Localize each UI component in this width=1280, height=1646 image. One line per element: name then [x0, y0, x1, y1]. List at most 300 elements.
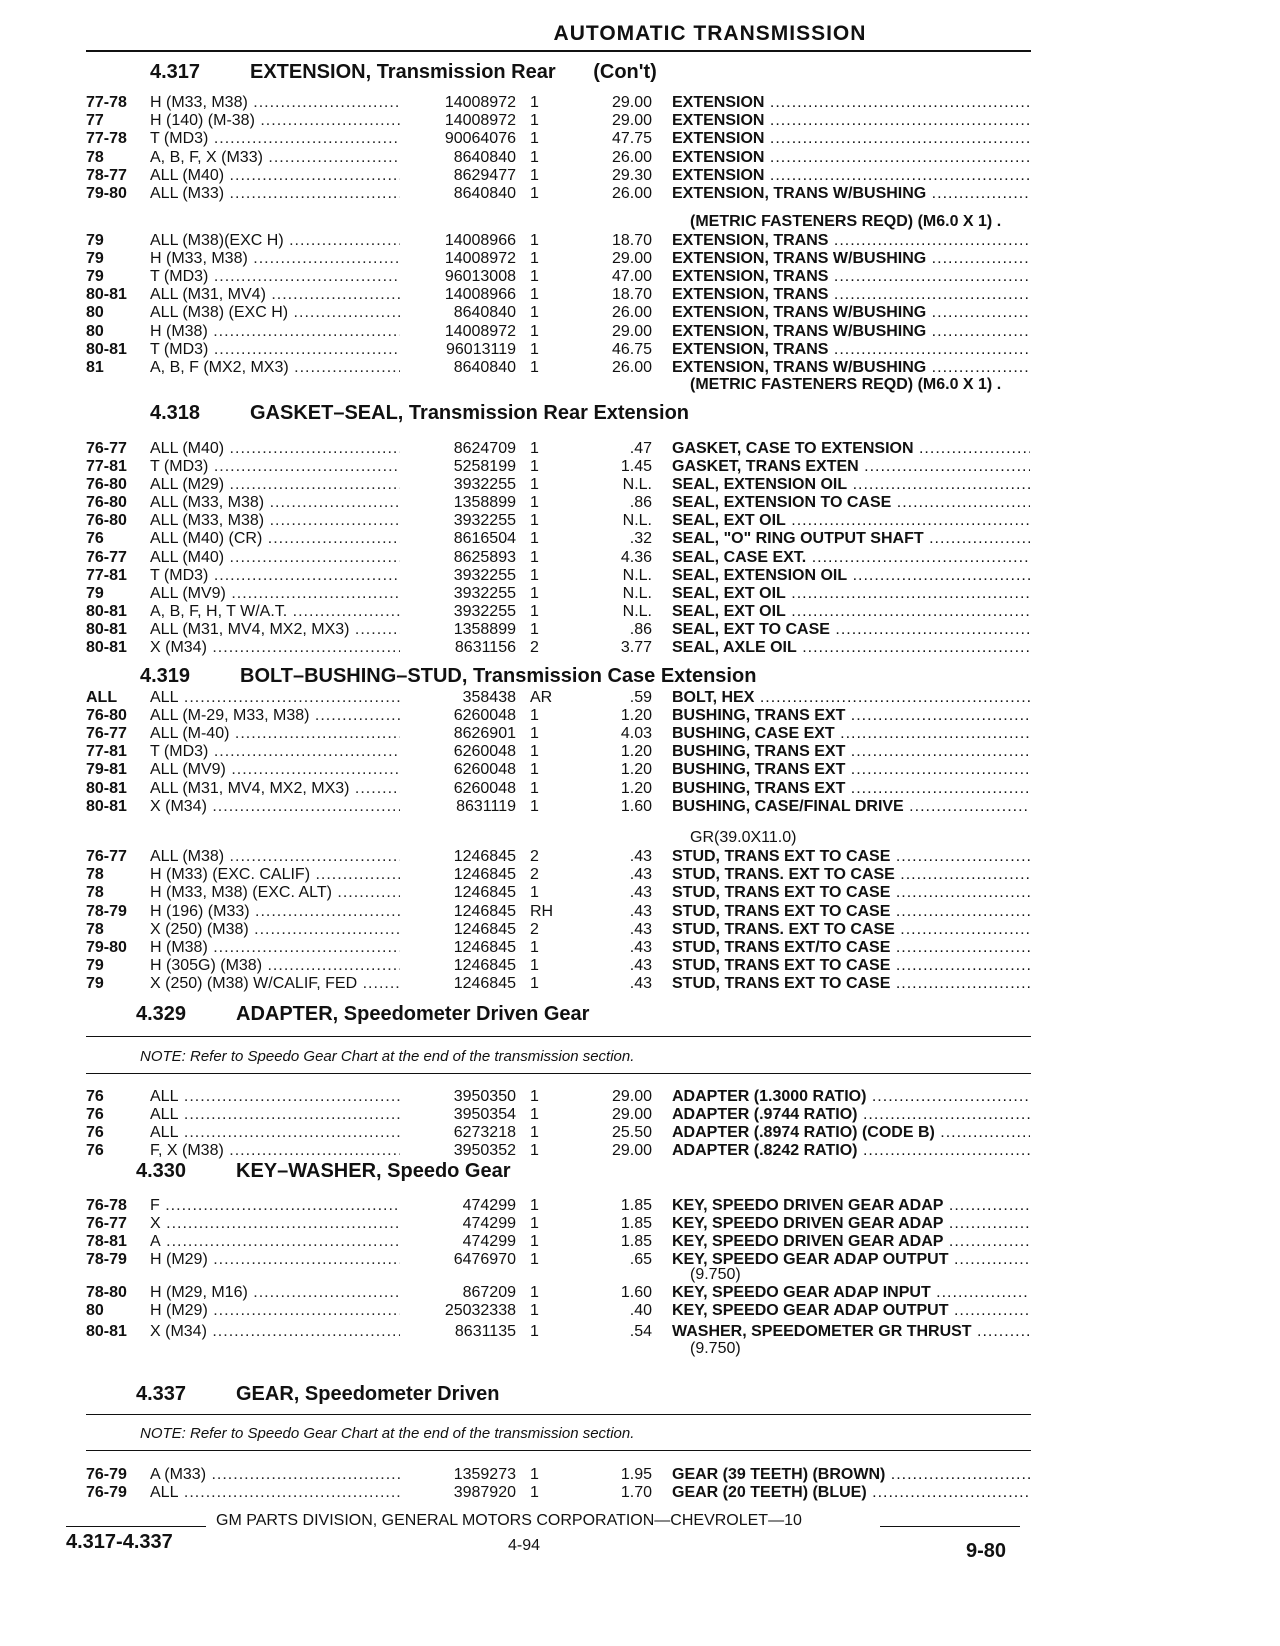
model-cell: H (M33, M38) ..... — [150, 94, 430, 112]
price-cell: 47.00 — [611, 268, 652, 285]
price-cell: .43 — [629, 921, 652, 938]
part-number-cell: 867209 — [400, 1284, 516, 1302]
price-cell: 29.30 — [611, 167, 652, 184]
price-cell: .43 — [629, 884, 652, 901]
description-cell: KEY, SPEEDO GEAR ADAP OUTPUT ..... — [672, 1251, 1030, 1269]
part-row — [0, 494, 1280, 512]
part-number-cell: 6260048 — [400, 761, 516, 779]
description-cell: EXTENSION ..... — [672, 130, 1030, 148]
year-cell: 78-81 — [86, 1233, 127, 1250]
year-cell: ALL — [86, 689, 118, 706]
description-cell: STUD, TRANS. EXT TO CASE ..... — [672, 866, 1030, 884]
quantity-cell: 1 — [530, 761, 539, 778]
part-number-cell: 8640840 — [400, 185, 516, 203]
model-cell: ALL (M-29, M33, M38) ..... — [150, 707, 430, 725]
model-cell: ALL (M33, M38) ..... — [150, 494, 430, 512]
part-row — [0, 1088, 1280, 1106]
year-cell: 80-81 — [86, 603, 127, 620]
model-cell: H (196) (M33) ..... — [150, 903, 430, 921]
description-cell: SEAL, CASE EXT. ..... — [672, 549, 1030, 567]
quantity-cell: 2 — [530, 921, 539, 938]
price-cell: N.L. — [622, 567, 652, 584]
description-cell: EXTENSION, TRANS W/BUSHING ..... — [672, 323, 1030, 341]
price-cell: 1.85 — [620, 1233, 652, 1250]
part-row — [0, 530, 1280, 548]
price-cell: 29.00 — [611, 323, 652, 340]
page-title: AUTOMATIC TRANSMISSION — [553, 22, 867, 45]
model-cell: H (M33) (EXC. CALIF) ..... — [150, 866, 430, 884]
quantity-cell: 1 — [530, 323, 539, 340]
part-row — [0, 939, 1280, 957]
description-cell: EXTENSION, TRANS ..... — [672, 232, 1030, 250]
footer-range: 4.317-4.337 — [66, 1531, 173, 1553]
year-cell: 79-81 — [86, 761, 127, 778]
section-continued: (Con't) — [593, 61, 657, 83]
model-cell: X (250) (M38) ..... — [150, 921, 430, 939]
continuation-note: (9.750) — [690, 1340, 741, 1357]
year-cell: 79-80 — [86, 939, 127, 956]
quantity-cell: 1 — [530, 1142, 539, 1159]
note-rule — [86, 1414, 1031, 1415]
price-cell: .86 — [629, 621, 652, 638]
year-cell: 80 — [86, 304, 104, 321]
quantity-cell: 1 — [530, 359, 539, 376]
description-cell: EXTENSION, TRANS ..... — [672, 268, 1030, 286]
quantity-cell: 1 — [530, 440, 539, 457]
price-cell: .40 — [629, 1302, 652, 1319]
part-number-cell: 1246845 — [400, 957, 516, 975]
model-cell: A, B, F, H, T W/A.T. ..... — [150, 603, 430, 621]
model-cell: ALL ..... — [150, 1484, 430, 1502]
price-cell: 1.20 — [620, 780, 652, 797]
description-cell: STUD, TRANS EXT TO CASE ..... — [672, 975, 1030, 993]
model-cell: A, B, F, X (M33) ..... — [150, 149, 430, 167]
description-cell: ADAPTER (.8974 RATIO) (CODE B) ..... — [672, 1124, 1030, 1142]
model-cell: X ..... — [150, 1215, 430, 1233]
part-number-cell: 6260048 — [400, 780, 516, 798]
model-cell: H (M29) ..... — [150, 1302, 430, 1320]
part-row — [0, 1323, 1280, 1341]
year-cell: 76 — [86, 1142, 104, 1159]
description-cell: EXTENSION, TRANS W/BUSHING ..... — [672, 359, 1030, 377]
part-number-cell: 474299 — [400, 1215, 516, 1233]
model-cell: ALL (M33) ..... — [150, 185, 430, 203]
part-number-cell: 1359273 — [400, 1466, 516, 1484]
model-cell: H (M38) ..... — [150, 323, 430, 341]
model-cell: ALL (M40) (CR) ..... — [150, 530, 430, 548]
year-cell: 77-78 — [86, 94, 127, 111]
description-cell: STUD, TRANS. EXT TO CASE ..... — [672, 921, 1030, 939]
quantity-cell: 1 — [530, 1124, 539, 1141]
model-cell: ALL ..... — [150, 1106, 430, 1124]
part-number-cell: 8624709 — [400, 440, 516, 458]
part-number-cell: 90064076 — [400, 130, 516, 148]
section-4318-heading — [150, 402, 689, 428]
description-cell: SEAL, EXTENSION OIL ..... — [672, 476, 1030, 494]
model-cell: H (M29, M16) ..... — [150, 1284, 430, 1302]
model-cell: X (250) (M38) W/CALIF, FED ..... — [150, 975, 430, 993]
price-cell: .65 — [629, 1251, 652, 1268]
description-cell: WASHER, SPEEDOMETER GR THRUST ..... — [672, 1323, 1030, 1341]
section-title: ADAPTER, Speedometer Driven Gear — [236, 1003, 590, 1025]
quantity-cell: 1 — [530, 530, 539, 547]
description-cell: EXTENSION, TRANS W/BUSHING ..... — [672, 250, 1030, 268]
part-number-cell: 6260048 — [400, 743, 516, 761]
price-cell: 25.50 — [611, 1124, 652, 1141]
model-cell: T (MD3) ..... — [150, 743, 430, 761]
description-cell: EXTENSION ..... — [672, 167, 1030, 185]
part-number-cell: 3987920 — [400, 1484, 516, 1502]
quantity-cell: 1 — [530, 341, 539, 358]
quantity-cell: 1 — [530, 798, 539, 815]
note-rule — [86, 1450, 1031, 1451]
section-note: NOTE: Refer to Speedo Gear Chart at the end of the transmission section. — [140, 1048, 635, 1065]
year-cell: 76-80 — [86, 707, 127, 724]
part-number-cell: 8616504 — [400, 530, 516, 548]
price-cell: 29.00 — [611, 1142, 652, 1159]
model-cell: ALL (M40) ..... — [150, 440, 430, 458]
quantity-cell: 1 — [530, 476, 539, 493]
part-number-cell: 1246845 — [400, 866, 516, 884]
continuation-note: (9.750) — [690, 1266, 741, 1283]
year-cell: 79-80 — [86, 185, 127, 202]
part-row — [0, 149, 1280, 167]
quantity-cell: 1 — [530, 1302, 539, 1319]
year-cell: 80-81 — [86, 780, 127, 797]
description-cell: GEAR (39 TEETH) (BROWN) ..... — [672, 1466, 1030, 1484]
part-number-cell: 96013008 — [400, 268, 516, 286]
part-row — [0, 549, 1280, 567]
page-header — [0, 22, 1280, 46]
quantity-cell: 1 — [530, 707, 539, 724]
part-row — [0, 707, 1280, 725]
section-number: 4.319 — [140, 665, 191, 687]
part-row — [0, 167, 1280, 185]
year-cell: 80-81 — [86, 639, 127, 656]
quantity-cell: 1 — [530, 743, 539, 760]
price-cell: 3.77 — [620, 639, 652, 656]
quantity-cell: 1 — [530, 112, 539, 129]
quantity-cell: 1 — [530, 167, 539, 184]
price-cell: N.L. — [622, 476, 652, 493]
part-number-cell: 14008966 — [400, 232, 516, 250]
quantity-cell: 1 — [530, 286, 539, 303]
quantity-cell: AR — [530, 689, 553, 706]
year-cell: 80-81 — [86, 798, 127, 815]
part-number-cell: 14008972 — [400, 94, 516, 112]
footer-page-number: 4-94 — [508, 1537, 541, 1554]
part-number-cell: 1246845 — [400, 903, 516, 921]
description-cell: BUSHING, TRANS EXT ..... — [672, 761, 1030, 779]
price-cell: 29.00 — [611, 1088, 652, 1105]
part-row — [0, 512, 1280, 530]
year-cell: 78 — [86, 921, 104, 938]
section-title: KEY–WASHER, Speedo Gear — [236, 1160, 511, 1182]
part-number-cell: 14008972 — [400, 112, 516, 130]
note-rule — [86, 1073, 1031, 1074]
quantity-cell: 1 — [530, 585, 539, 602]
price-cell: .43 — [629, 903, 652, 920]
quantity-cell: 1 — [530, 185, 539, 202]
quantity-cell: 1 — [530, 957, 539, 974]
year-cell: 80 — [86, 1302, 104, 1319]
description-cell: SEAL, EXT OIL ..... — [672, 512, 1030, 530]
description-cell: BUSHING, CASE EXT ..... — [672, 725, 1030, 743]
part-number-cell: 3932255 — [400, 512, 516, 530]
model-cell: ALL (MV9) ..... — [150, 761, 430, 779]
model-cell: ALL (M31, MV4) ..... — [150, 286, 430, 304]
quantity-cell: 1 — [530, 1251, 539, 1268]
part-row — [0, 761, 1280, 779]
part-number-cell: 3932255 — [400, 476, 516, 494]
price-cell: .47 — [629, 440, 652, 457]
description-cell: SEAL, AXLE OIL ..... — [672, 639, 1030, 657]
model-cell: A (M33) ..... — [150, 1466, 430, 1484]
price-cell: N.L. — [622, 585, 652, 602]
quantity-cell: 1 — [530, 1233, 539, 1250]
model-cell: X (M34) ..... — [150, 1323, 430, 1341]
continuation-note: (METRIC FASTENERS REQD) (M6.0 X 1) . — [690, 213, 1002, 230]
year-cell: 76 — [86, 1106, 104, 1123]
price-cell: 4.03 — [620, 725, 652, 742]
quantity-cell: 2 — [530, 639, 539, 656]
quantity-cell: 1 — [530, 130, 539, 147]
part-row — [0, 866, 1280, 884]
description-cell: BOLT, HEX ..... — [672, 689, 1030, 707]
description-cell: SEAL, "O" RING OUTPUT SHAFT ..... — [672, 530, 1030, 548]
section-4319-heading — [140, 665, 756, 691]
quantity-cell: 1 — [530, 512, 539, 529]
quantity-cell: 1 — [530, 149, 539, 166]
description-cell: BUSHING, TRANS EXT ..... — [672, 707, 1030, 725]
quantity-cell: 1 — [530, 250, 539, 267]
year-cell: 76-78 — [86, 1197, 127, 1214]
quantity-cell: 1 — [530, 975, 539, 992]
model-cell: T (MD3) ..... — [150, 341, 430, 359]
year-cell: 76 — [86, 1088, 104, 1105]
quantity-cell: 1 — [530, 621, 539, 638]
section-4329-heading — [136, 1003, 589, 1029]
section-4337-heading — [136, 1383, 499, 1409]
year-cell: 80-81 — [86, 286, 127, 303]
price-cell: .59 — [629, 689, 652, 706]
model-cell: F ..... — [150, 1197, 430, 1215]
part-row — [0, 1215, 1280, 1233]
price-cell: .43 — [629, 957, 652, 974]
description-cell: STUD, TRANS EXT TO CASE ..... — [672, 884, 1030, 902]
quantity-cell: 1 — [530, 304, 539, 321]
part-number-cell: 1358899 — [400, 494, 516, 512]
section-number: 4.317 — [150, 61, 201, 83]
part-row — [0, 798, 1280, 816]
part-number-cell: 1246845 — [400, 848, 516, 866]
description-cell: EXTENSION ..... — [672, 112, 1030, 130]
year-cell: 76-77 — [86, 1215, 127, 1232]
description-cell: KEY, SPEEDO GEAR ADAP INPUT ..... — [672, 1284, 1030, 1302]
part-row — [0, 585, 1280, 603]
section-number: 4.330 — [136, 1160, 187, 1182]
quantity-cell: 1 — [530, 1197, 539, 1214]
year-cell: 76-80 — [86, 512, 127, 529]
model-cell: H (M29) ..... — [150, 1251, 430, 1269]
description-cell: EXTENSION ..... — [672, 149, 1030, 167]
part-row — [0, 1284, 1280, 1302]
part-row — [0, 1124, 1280, 1142]
section-4317-heading — [150, 61, 657, 87]
part-row — [0, 1142, 1280, 1160]
part-number-cell: 3932255 — [400, 567, 516, 585]
part-number-cell: 474299 — [400, 1197, 516, 1215]
description-cell: EXTENSION, TRANS ..... — [672, 286, 1030, 304]
price-cell: N.L. — [622, 512, 652, 529]
part-number-cell: 3950354 — [400, 1106, 516, 1124]
description-cell: SEAL, EXT OIL ..... — [672, 603, 1030, 621]
description-cell: STUD, TRANS EXT TO CASE ..... — [672, 957, 1030, 975]
model-cell: A, B, F (MX2, MX3) ..... — [150, 359, 430, 377]
price-cell: .86 — [629, 494, 652, 511]
year-cell: 78 — [86, 866, 104, 883]
year-cell: 79 — [86, 957, 104, 974]
price-cell: .43 — [629, 848, 652, 865]
model-cell: F, X (M38) ..... — [150, 1142, 430, 1160]
price-cell: .32 — [629, 530, 652, 547]
part-number-cell: 8631156 — [400, 639, 516, 657]
note-rule — [86, 1036, 1031, 1037]
model-cell: H (305G) (M38) ..... — [150, 957, 430, 975]
year-cell: 76-80 — [86, 476, 127, 493]
quantity-cell: 1 — [530, 1088, 539, 1105]
price-cell: .54 — [629, 1323, 652, 1340]
year-cell: 77-81 — [86, 567, 127, 584]
part-row — [0, 780, 1280, 798]
description-cell: ADAPTER (.8242 RATIO) ..... — [672, 1142, 1030, 1160]
part-number-cell: 6476970 — [400, 1251, 516, 1269]
part-row — [0, 884, 1280, 902]
description-cell: BUSHING, TRANS EXT ..... — [672, 743, 1030, 761]
price-cell: 46.75 — [611, 341, 652, 358]
part-number-cell: 3950352 — [400, 1142, 516, 1160]
description-cell: BUSHING, CASE/FINAL DRIVE ..... — [672, 798, 1030, 816]
part-number-cell: 14008966 — [400, 286, 516, 304]
model-cell: ALL (M31, MV4, MX2, MX3) ..... — [150, 780, 430, 798]
part-number-cell: 1246845 — [400, 884, 516, 902]
price-cell: 1.70 — [620, 1484, 652, 1501]
year-cell: 80-81 — [86, 621, 127, 638]
part-number-cell: 14008972 — [400, 250, 516, 268]
year-cell: 79 — [86, 232, 104, 249]
model-cell: ALL (M38)(EXC H) ..... — [150, 232, 430, 250]
price-cell: .43 — [629, 939, 652, 956]
price-cell: 29.00 — [611, 112, 652, 129]
price-cell: 26.00 — [611, 304, 652, 321]
description-cell: EXTENSION, TRANS ..... — [672, 341, 1030, 359]
part-row — [0, 268, 1280, 286]
price-cell: 1.85 — [620, 1197, 652, 1214]
year-cell: 76-77 — [86, 549, 127, 566]
part-row — [0, 975, 1280, 993]
part-row — [0, 341, 1280, 359]
part-row — [0, 323, 1280, 341]
price-cell: 1.60 — [620, 798, 652, 815]
part-row — [0, 621, 1280, 639]
model-cell: ALL (M31, MV4, MX2, MX3) ..... — [150, 621, 430, 639]
part-number-cell: 3932255 — [400, 603, 516, 621]
year-cell: 76-77 — [86, 725, 127, 742]
part-row — [0, 1466, 1280, 1484]
part-number-cell: 3950350 — [400, 1088, 516, 1106]
section-number: 4.329 — [136, 1003, 187, 1025]
quantity-cell: 1 — [530, 94, 539, 111]
price-cell: 1.95 — [620, 1466, 652, 1483]
year-cell: 77-78 — [86, 130, 127, 147]
price-cell: 1.45 — [620, 458, 652, 475]
description-cell: KEY, SPEEDO DRIVEN GEAR ADAP ..... — [672, 1215, 1030, 1233]
model-cell: T (MD3) ..... — [150, 567, 430, 585]
quantity-cell: 1 — [530, 232, 539, 249]
description-cell: GASKET, TRANS EXTEN ..... — [672, 458, 1030, 476]
part-number-cell: 1246845 — [400, 975, 516, 993]
part-row — [0, 112, 1280, 130]
part-number-cell: 8640840 — [400, 149, 516, 167]
price-cell: 47.75 — [611, 130, 652, 147]
quantity-cell: 2 — [530, 866, 539, 883]
price-cell: .43 — [629, 975, 652, 992]
description-cell: SEAL, EXTENSION OIL ..... — [672, 567, 1030, 585]
model-cell: ALL (M-40) ..... — [150, 725, 430, 743]
part-row — [0, 250, 1280, 268]
continuation-note: GR(39.0X11.0) — [690, 829, 797, 846]
year-cell: 81 — [86, 359, 104, 376]
price-cell: 29.00 — [611, 250, 652, 267]
model-cell: ALL (M40) ..... — [150, 167, 430, 185]
description-cell: STUD, TRANS EXT/TO CASE ..... — [672, 939, 1030, 957]
section-title: GASKET–SEAL, Transmission Rear Extension — [250, 402, 690, 424]
quantity-cell: 1 — [530, 725, 539, 742]
part-row — [0, 1233, 1280, 1251]
year-cell: 76 — [86, 530, 104, 547]
model-cell: ALL (M38) ..... — [150, 848, 430, 866]
footer-rule-left — [66, 1526, 206, 1527]
part-row — [0, 185, 1280, 203]
price-cell: 1.85 — [620, 1215, 652, 1232]
part-row — [0, 1302, 1280, 1320]
quantity-cell: 1 — [530, 268, 539, 285]
part-number-cell: 8631135 — [400, 1323, 516, 1341]
price-cell: 18.70 — [611, 232, 652, 249]
part-row — [0, 725, 1280, 743]
year-cell: 76-79 — [86, 1484, 127, 1501]
price-cell: N.L. — [622, 603, 652, 620]
part-row — [0, 848, 1280, 866]
part-row — [0, 1251, 1280, 1269]
year-cell: 80-81 — [86, 341, 127, 358]
model-cell: T (MD3) ..... — [150, 458, 430, 476]
description-cell: KEY, SPEEDO DRIVEN GEAR ADAP ..... — [672, 1233, 1030, 1251]
section-number: 4.318 — [150, 402, 201, 424]
footer-corporation: GM PARTS DIVISION, GENERAL MOTORS CORPORATION—CHEVROLET—10 — [216, 1512, 802, 1529]
price-cell: 1.20 — [620, 743, 652, 760]
quantity-cell: 1 — [530, 549, 539, 566]
header-rule — [86, 50, 1031, 52]
model-cell: H (M33, M38) (EXC. ALT) ..... — [150, 884, 430, 902]
quantity-cell: 1 — [530, 494, 539, 511]
model-cell: H (M38) ..... — [150, 939, 430, 957]
year-cell: 77-81 — [86, 743, 127, 760]
description-cell: GASKET, CASE TO EXTENSION ..... — [672, 440, 1030, 458]
model-cell: ALL ..... — [150, 1124, 430, 1142]
quantity-cell: 1 — [530, 1284, 539, 1301]
year-cell: 78-79 — [86, 1251, 127, 1268]
